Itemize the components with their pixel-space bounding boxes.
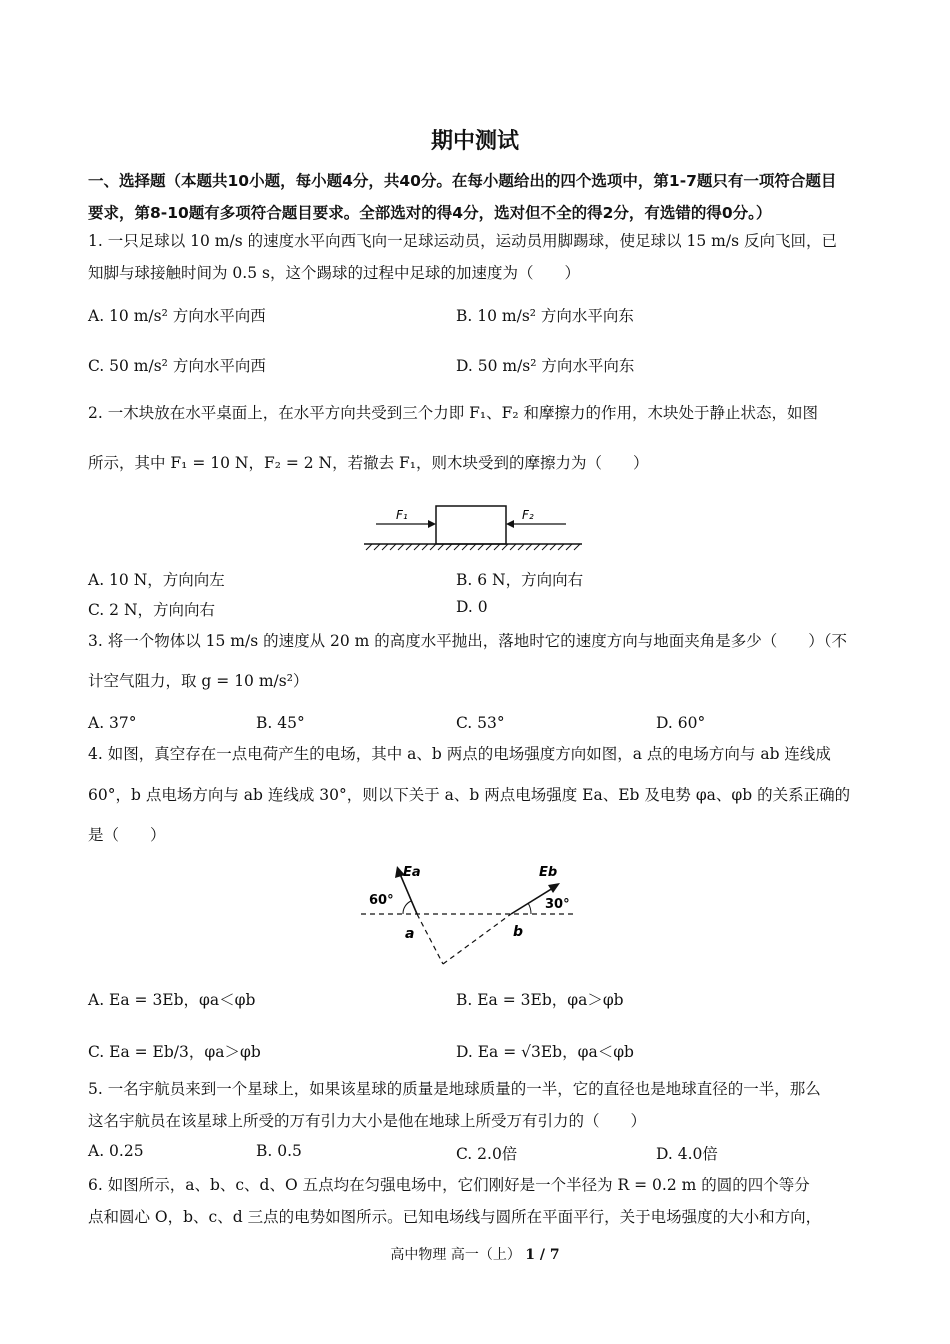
q5-stem-line2: 这名宇航员在该星球上所受的万有引力大小是他在地球上所受万有引力的（ ） xyxy=(88,1112,647,1130)
q4-field-diagram xyxy=(355,852,595,972)
q1-option-c: C. 50 m/s² 方向水平向西 xyxy=(88,357,266,375)
angle-30-arc xyxy=(528,903,531,914)
f1-label: F₁ xyxy=(396,508,408,522)
q2-option-b: B. 6 N，方向向右 xyxy=(456,571,584,589)
footer-subject: 高中物理 高一（上） xyxy=(390,1247,521,1263)
ea-arrow xyxy=(400,874,417,914)
eb-arrowhead xyxy=(548,883,560,893)
q4-stem-line2: 60°，b 点电场方向与 ab 连线成 30°，则以下关于 a、b 两点电场强度 Ea、Eb 及电势 φa、φb 的关系正确的 xyxy=(88,786,851,804)
ground-hatch xyxy=(366,544,580,550)
q5-stem-line1: 5. 一名宇航员来到一个星球上，如果该星球的质量是地球质量的一半，它的直径也是地球直径的一半，那么 xyxy=(88,1080,821,1098)
q5-option-d: D. 4.0倍 xyxy=(656,1145,718,1163)
charge-to-b-line xyxy=(443,914,511,964)
point-b-label: b xyxy=(513,924,524,940)
q4-option-b: B. Ea = 3Eb，φa＞φb xyxy=(456,991,624,1009)
q2-option-d: D. 0 xyxy=(456,598,488,616)
q2-option-a: A. 10 N，方向向左 xyxy=(88,571,225,589)
f2-arrowhead xyxy=(506,520,514,528)
q6-stem-line2: 点和圆心 O，b、c、d 三点的电势如图所示。已知电场线与圆所在平面平行，关于电场强度的大小和方向， xyxy=(88,1208,822,1226)
page-footer xyxy=(0,1244,950,1264)
q2-option-c: C. 2 N，方向向右 xyxy=(88,601,216,619)
point-a-label: a xyxy=(405,926,415,942)
section-instructions-line2: 要求，第8-10题有多项符合题目要求。全部选对的得4分，选对但不全的得2分，有选错的得0分。） xyxy=(88,204,772,222)
q3-option-b: B. 45° xyxy=(256,714,305,732)
q4-option-d: D. Ea = √3Eb，φa＜φb xyxy=(456,1043,634,1061)
footer-page-number: 1 / 7 xyxy=(525,1247,560,1263)
section-instructions-line1: 一、选择题（本题共10小题，每小题4分，共40分。在每小题给出的四个选项中，第1-7题只有一项符合题目 xyxy=(88,172,837,190)
angle-60-label: 60° xyxy=(369,893,394,908)
f1-arrowhead xyxy=(428,520,436,528)
page-title: 期中测试 xyxy=(430,129,519,154)
q1-option-b: B. 10 m/s² 方向水平向东 xyxy=(456,307,634,325)
q4-stem-line1: 4. 如图，真空存在一点电荷产生的电场，其中 a、b 两点的电场强度方向如图，a 点的电场方向与 ab 连线成 xyxy=(88,745,831,763)
q4-option-a: A. Ea = 3Eb，φa＜φb xyxy=(88,991,256,1009)
q4-option-c: C. Ea = Eb/3，φa＞φb xyxy=(88,1043,261,1061)
q5-option-a: A. 0.25 xyxy=(88,1142,144,1160)
q3-stem-line2: 计空气阻力，取 g = 10 m/s²） xyxy=(88,672,309,690)
q2-stem-line2: 所示，其中 F₁ = 10 N，F₂ = 2 N，若撤去 F₁，则木块受到的摩擦力为（ ） xyxy=(88,454,649,472)
q4-stem-line3: 是（ ） xyxy=(88,826,166,844)
f2-label: F₂ xyxy=(522,508,534,522)
q1-option-d: D. 50 m/s² 方向水平向东 xyxy=(456,357,635,375)
q3-option-c: C. 53° xyxy=(456,714,505,732)
q5-option-c: C. 2.0倍 xyxy=(456,1145,518,1163)
ea-label: Ea xyxy=(403,865,421,880)
q5-option-b: B. 0.5 xyxy=(256,1142,302,1160)
block xyxy=(436,506,506,544)
eb-label: Eb xyxy=(539,865,558,880)
q2-block-diagram xyxy=(360,498,590,558)
angle-30-label: 30° xyxy=(545,897,570,912)
a-to-charge-line xyxy=(417,914,443,964)
q2-stem-line1: 2. 一木块放在水平桌面上，在水平方向共受到三个力即 F₁、F₂ 和摩擦力的作用，木块处于静止状态，如图 xyxy=(88,404,819,422)
angle-60-arc xyxy=(403,901,411,914)
q3-option-a: A. 37° xyxy=(88,714,137,732)
q1-stem-line2: 知脚与球接触时间为 0.5 s，这个踢球的过程中足球的加速度为（ ） xyxy=(88,264,580,282)
q3-option-d: D. 60° xyxy=(656,714,706,732)
q1-stem-line1: 1. 一只足球以 10 m/s 的速度水平向西飞向一足球运动员，运动员用脚踢球，使足球以 15 m/s 反向飞回，已 xyxy=(88,232,837,250)
q3-stem-line1: 3. 将一个物体以 15 m/s 的速度从 20 m 的高度水平抛出，落地时它的速度方向与地面夹角是多少（ ）（不 xyxy=(88,632,848,650)
q1-option-a: A. 10 m/s² 方向水平向西 xyxy=(88,307,266,325)
q6-stem-line1: 6. 如图所示，a、b、c、d、O 五点均在匀强电场中，它们刚好是一个半径为 R = 0.2 m 的圆的四个等分 xyxy=(88,1176,810,1194)
